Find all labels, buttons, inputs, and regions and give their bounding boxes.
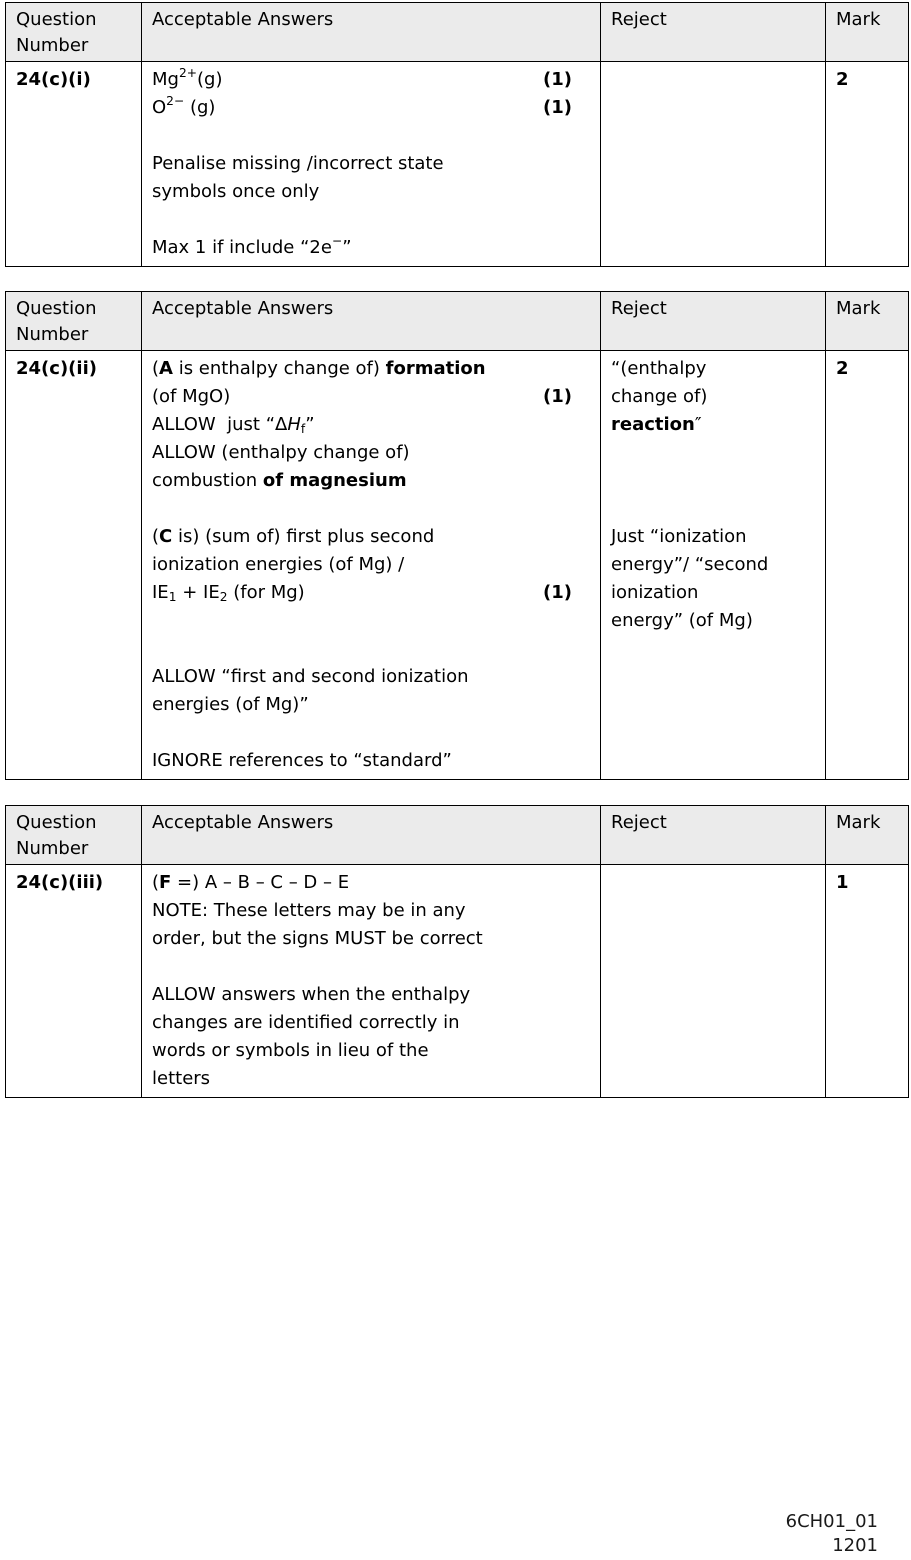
col-header-question-number: Question Number (6, 3, 142, 62)
mark-scheme-table-3 (5, 805, 909, 1098)
session-code: 1201 (832, 1535, 878, 1556)
mark-point-label: (1) (543, 582, 572, 603)
text-line: IGNORE references to “standard” (152, 750, 452, 771)
text-line (152, 953, 572, 981)
text-line: words or symbols in lieu of the (152, 1040, 429, 1061)
text-line: letters (152, 1068, 211, 1089)
question-number-cell: 24(c)(iii) (6, 865, 142, 1098)
acceptable-answers-cell (142, 865, 601, 1098)
paper-code: 6CH01_01 (785, 1511, 878, 1532)
text-line: (of MgO) (1) (152, 383, 572, 411)
page-footer (786, 1510, 878, 1558)
text-line: $O^{2-}$ (g) (1) (152, 94, 572, 122)
table-row (6, 62, 909, 267)
col-header-mark: Mark (826, 3, 909, 62)
text-line (611, 439, 815, 467)
text-line: ALLOW answers when the enthalpy (152, 984, 471, 1005)
text-line: NOTE: These letters may be in any (152, 900, 466, 921)
text-line: (C is) (sum of) first plus second (152, 526, 435, 547)
mark-cell: 2 (826, 62, 909, 267)
mark-point-label: (1) (543, 386, 572, 407)
reject-cell (601, 62, 826, 267)
header-row (6, 3, 909, 62)
col-header-acceptable-answers: Acceptable Answers (142, 292, 601, 351)
text-line: energies (of Mg)” (152, 694, 309, 715)
text-line: Penalise missing /incorrect state (152, 153, 444, 174)
text-line (152, 719, 572, 747)
text-line (611, 467, 815, 495)
col-header-reject: Reject (601, 3, 826, 62)
text-line: (A is enthalpy change of) formation (152, 358, 486, 379)
text-line: ionization energies (of Mg) / (152, 554, 405, 575)
text-line: reaction″ (611, 414, 702, 435)
col-header-reject: Reject (601, 292, 826, 351)
acceptable-answers-cell (142, 351, 601, 780)
text-line: ALLOW (enthalpy change of) (152, 442, 410, 463)
col-header-question-number: Question Number (6, 806, 142, 865)
col-header-mark: Mark (826, 806, 909, 865)
text-line: energy” (of Mg) (611, 610, 753, 631)
text-line: $Mg^{2+}(g)$ (1) (152, 66, 572, 94)
acceptable-answers-cell (142, 62, 601, 267)
col-header-acceptable-answers: Acceptable Answers (142, 3, 601, 62)
text-line: ALLOW just “$\Delta H_f$” (152, 414, 315, 436)
text-line: symbols once only (152, 181, 320, 202)
text-line: “(enthalpy (611, 358, 707, 379)
text-line: ALLOW “first and second ionization (152, 666, 469, 687)
text-line: changes are identified correctly in (152, 1012, 460, 1033)
text-line: $IE_1 + IE_2$ (for Mg) (1) (152, 579, 572, 607)
text-line: ionization (611, 582, 699, 603)
col-header-acceptable-answers: Acceptable Answers (142, 806, 601, 865)
mark-cell: 2 (826, 351, 909, 780)
mark-scheme-table-2 (5, 291, 909, 780)
mark-point-label: (1) (543, 69, 572, 90)
header-row (6, 806, 909, 865)
question-number-cell: 24(c)(i) (6, 62, 142, 267)
text-line: change of) (611, 386, 708, 407)
mark-scheme-table-1 (5, 2, 909, 267)
reject-cell (601, 351, 826, 780)
col-header-reject: Reject (601, 806, 826, 865)
text-line (152, 206, 572, 234)
text-line (152, 122, 572, 150)
table-row (6, 865, 909, 1098)
text-line (611, 495, 815, 523)
text-line: (F =) A – B – C – D – E (152, 872, 350, 893)
col-header-question-number: Question Number (6, 292, 142, 351)
col-header-mark: Mark (826, 292, 909, 351)
text-line (152, 495, 572, 523)
text-line: order, but the signs MUST be correct (152, 928, 483, 949)
text-line: Just “ionization (611, 526, 747, 547)
text-line: combustion of magnesium (152, 470, 407, 491)
header-row (6, 292, 909, 351)
mark-cell: 1 (826, 865, 909, 1098)
text-line (152, 635, 572, 663)
text-line: energy”/ “second (611, 554, 769, 575)
question-number-cell: 24(c)(ii) (6, 351, 142, 780)
mark-point-label: (1) (543, 97, 572, 118)
text-line (152, 607, 572, 635)
text-line: Max 1 if include “2e−” (152, 234, 352, 258)
reject-cell (601, 865, 826, 1098)
table-row (6, 351, 909, 780)
